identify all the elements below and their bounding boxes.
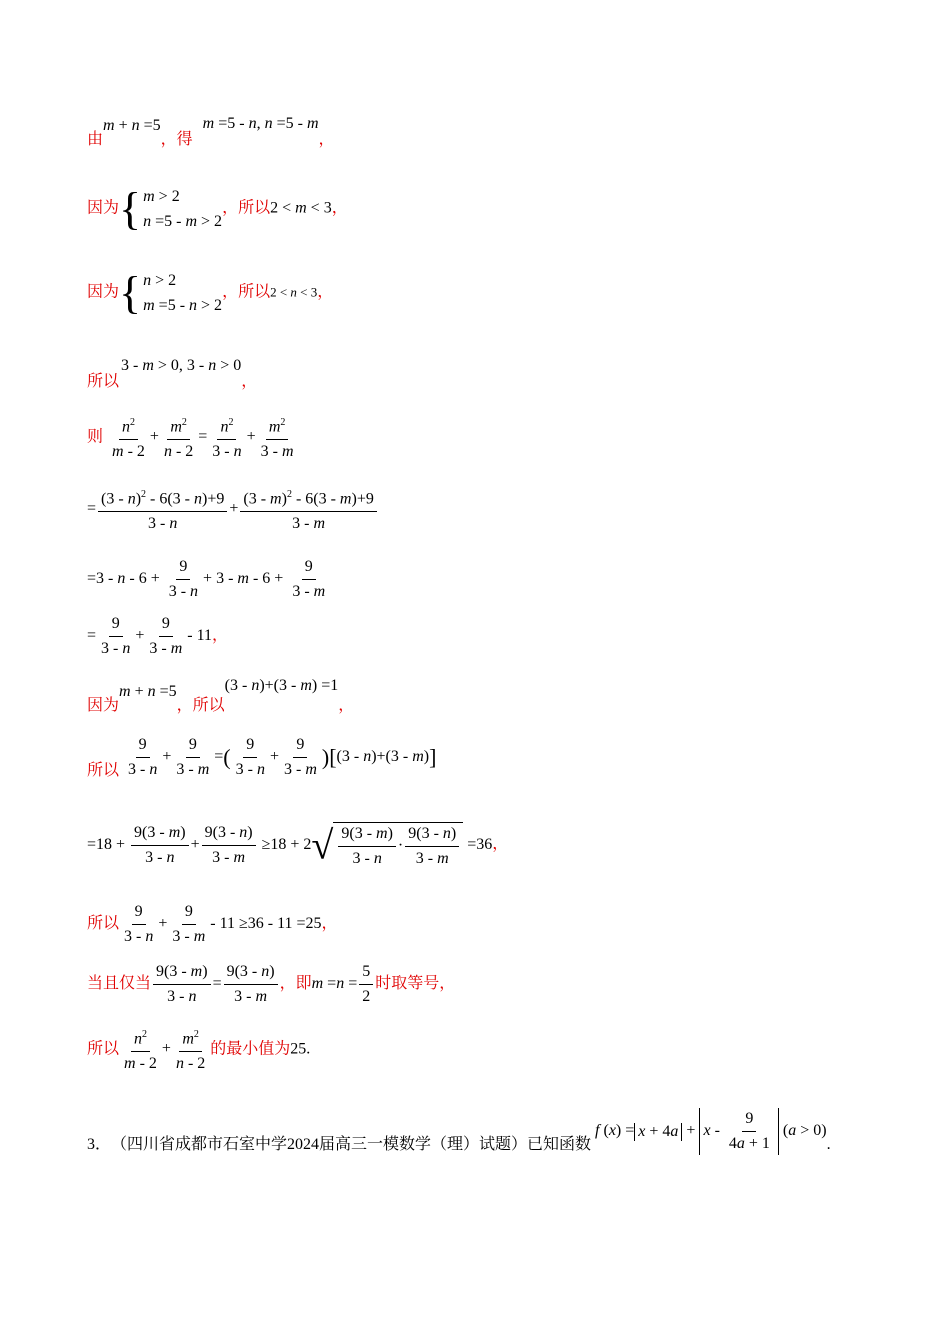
question-source: （四川省成都市石室中学2024届高三一模数学（理）试题）已知函数	[119, 1136, 592, 1154]
system-n: n > 2 m =5 - n > 2	[143, 272, 223, 314]
solution-line-5: 则 $\frac{n^2}{m - 2}$ + $\frac{m^2}{n - 2}$ = $\frac{n^2}{3 - n}$ + $\frac{m^2}{3 - m}$	[87, 414, 299, 461]
solution-line-12: 所以 $\frac{9}{3 - n}$ + $\frac{9}{3 - m}$ - 11 ≥36 - 11 =25，	[87, 903, 338, 945]
solution-line-8: = $\frac{9}{3 - n}$ + $\frac{9}{3 - m}$ - 11，	[87, 615, 229, 657]
formula-m-n: m =5 - n, n =5 - m	[202, 115, 319, 132]
solution-line-2: 因为{ m > 2 n =5 - m > 2 ，所以2 < m < 3，	[87, 183, 348, 234]
question-number: 3．	[87, 1136, 112, 1154]
system-m: m > 2 n =5 - m > 2	[143, 188, 223, 230]
solution-line-14: 所以 $\frac{n^2}{m - 2}$ + $\frac{m^2}{n - 2}$ 的最小值为25.	[87, 1026, 310, 1073]
solution-line-4: 所以3 - m > 0, 3 - n > 0，	[87, 357, 258, 390]
text-you: 由	[87, 131, 104, 148]
solution-line-7: =3 - n - 6 + $\frac{9}{3 - n}$ + 3 - m - 6 + $\frac{9}{3 - m}$	[87, 558, 326, 600]
solution-line-13: 当且仅当 $\frac{9(3 - m)}{3 - n}$ = $\frac{9(3 - n)}{3 - m}$ ，即m =n = $\frac{5}{2}$ 时取等号，	[87, 963, 456, 1005]
solution-line-10: 所以 $\frac{9}{3 - n}$ + $\frac{9}{3 - m}$ =( $\frac{9}{3 - n}$ + $\frac{9}{3 - m}$ )[(3 - n)+(3 - m)]	[87, 736, 437, 780]
solution-line-11: =18 + $\frac{9(3 - m)}{3 - n}$ + $\frac{9(3 - n)}{3 - m}$ ≥18 + 2√ $\frac{9(3 - m)}{3 - n}$ · $\frac{9(3 - n)}{3 - m}$ =36，	[87, 822, 509, 867]
solution-line-6: = $\frac{(3 - n)^2 - 6(3 - n)+9}{3 - n}$ + $\frac{(3 - m)^2 - 6(3 - m)+9}{3 - m}$	[87, 486, 379, 533]
solution-line-3: 因为{ n > 2 m =5 - n > 2 ，所以2 < n < 3，	[87, 267, 334, 318]
formula-sum: m + n =5	[103, 117, 161, 134]
solution-line-1: 由m + n =5，得 m =5 - n, n =5 - m，	[87, 115, 335, 148]
function-definition: f (x) = x + 4a + x - $\frac{9}{4a + 1}$ (a > 0)	[595, 1122, 827, 1139]
question-3: 3． （四川省成都市石室中学2024届高三一模数学（理）试题）已知函数f (x) = x + 4a + x - $\frac{9}{4a + 1}$ (a > 0).	[87, 1110, 831, 1154]
solution-line-9: 因为m + n =5，所以(3 - n)+(3 - m) =1，	[87, 677, 355, 714]
